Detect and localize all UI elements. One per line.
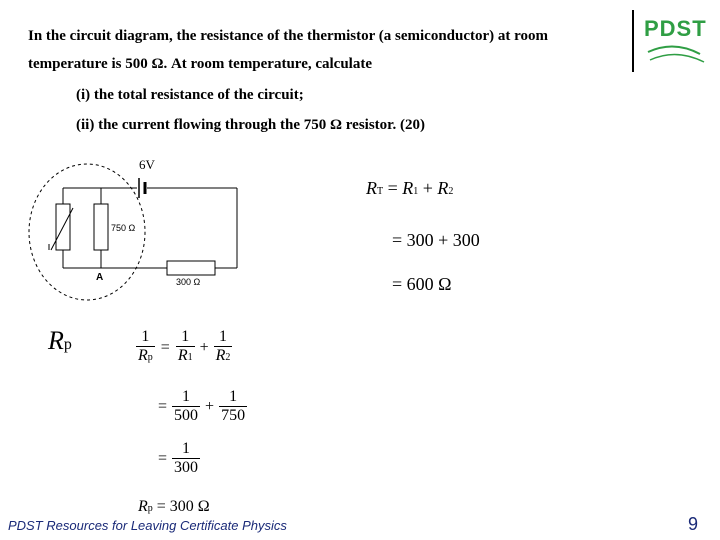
parallel-plus: +	[199, 338, 209, 356]
rp-label	[48, 326, 72, 356]
logo-swoosh-icon	[634, 10, 712, 70]
rt-symbol: R	[366, 178, 377, 198]
question-part-i: (i) the total resistance of the circuit;	[76, 87, 304, 103]
parallel-equals: =	[160, 338, 170, 356]
frac-1-r2	[214, 328, 233, 367]
series-eq-line-2: = 300 + 300	[392, 230, 480, 250]
r2-symbol: R	[437, 178, 449, 198]
frac-1-rp	[136, 328, 155, 367]
parallel-eq-line-2	[158, 388, 249, 425]
rp-final-sub: p	[147, 503, 153, 514]
frac-1-300	[172, 440, 200, 477]
r2-sub: 2	[448, 186, 454, 197]
r1-sub: 1	[413, 186, 419, 197]
series-equals: =	[387, 178, 398, 198]
frac-den: 300	[174, 459, 199, 476]
parallel-equals: =	[158, 449, 168, 467]
frac-num: 1	[219, 328, 228, 345]
frac-den-sub: p	[147, 352, 153, 363]
parallel-eq-line-1	[134, 328, 234, 367]
frac-num: 1	[182, 440, 191, 457]
page-number: 9	[688, 514, 699, 534]
parallel-eq-line-3	[158, 440, 202, 477]
rt-sub: T	[377, 186, 384, 197]
series-eq-line-1	[366, 178, 453, 199]
series-eq-line-3: = 600 Ω	[392, 274, 452, 294]
frac-den-sub: 1	[187, 352, 193, 363]
pdst-logo-text: PDST	[644, 16, 707, 41]
question-part-ii: (ii) the current flowing through the 750 Ω resistor. (20)	[76, 117, 425, 133]
resistor-300-label: 300 Ω	[176, 277, 201, 287]
frac-num: 1	[182, 388, 191, 405]
frac-num: 1	[229, 388, 238, 405]
frac-den: 750	[221, 407, 246, 424]
node-a-label: A	[96, 272, 104, 283]
frac-den-sub: 2	[225, 352, 231, 363]
frac-1-500	[172, 388, 200, 425]
frac-den: 500	[174, 407, 199, 424]
frac-den-r: R	[177, 347, 188, 364]
frac-den-r: R	[138, 347, 148, 364]
pdst-logo	[632, 10, 714, 72]
parallel-eq-line-4	[138, 498, 210, 516]
circuit-diagram	[25, 150, 265, 310]
frac-1-r1	[176, 328, 195, 367]
question-line-2: temperature is 500 Ω. At room temperature, calculate	[28, 56, 372, 72]
rp-final-r: R	[138, 498, 148, 515]
resistor-300	[167, 261, 215, 275]
frac-1-750	[219, 388, 247, 425]
resistor-750	[94, 204, 108, 250]
rp-label-main: R	[48, 326, 64, 355]
parallel-plus: +	[205, 397, 215, 415]
frac-num: 1	[181, 328, 190, 345]
parallel-equals: =	[158, 397, 168, 415]
frac-num: 1	[141, 328, 150, 345]
frac-den-r: R	[215, 347, 226, 364]
rp-final-value: = 300 Ω	[156, 498, 210, 515]
question-line-1: In the circuit diagram, the resistance of the thermistor (a semiconductor) at room	[28, 28, 549, 44]
r1-symbol: R	[402, 178, 414, 198]
footer-text: PDST Resources for Leaving Certificate Physics	[8, 518, 287, 533]
battery-label: 6V	[139, 157, 155, 172]
series-plus: +	[422, 178, 433, 198]
rp-label-sub: p	[63, 336, 72, 353]
resistor-750-label: 750 Ω	[111, 223, 136, 233]
